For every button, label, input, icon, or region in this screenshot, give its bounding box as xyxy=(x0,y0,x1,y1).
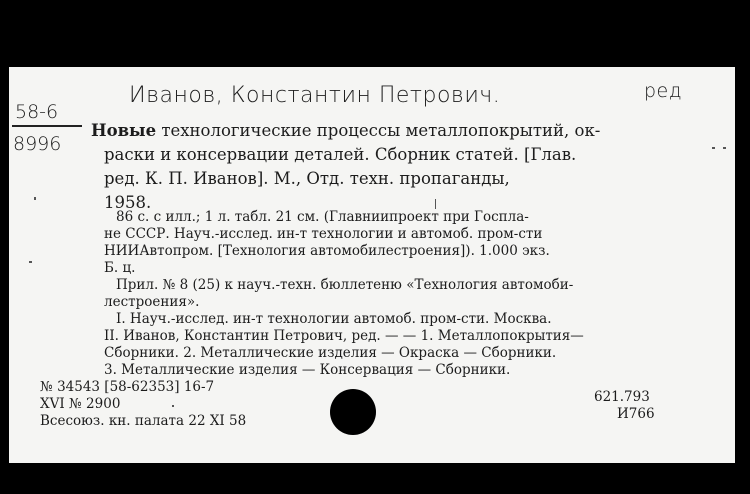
handwritten-author-heading: Иванов, Константин Петрович. xyxy=(129,83,501,108)
punch-hole xyxy=(330,389,376,435)
call-number-underline xyxy=(12,125,82,127)
speck xyxy=(172,405,174,407)
note-line-2: лестроения». xyxy=(104,294,200,310)
author-mark: И766 xyxy=(617,406,655,422)
tracing-line-2: II. Иванов, Константин Петрович, ред. — — 1. Металлопокрытия— xyxy=(104,328,584,344)
title-line-3: ред. К. П. Иванов]. М., Отд. техн. пропаганды, xyxy=(104,169,510,188)
tracing-line-4: 3. Металлические изделия — Консервация — Сборники. xyxy=(104,362,511,378)
udc-number: 621.793 xyxy=(594,389,650,405)
publisher-chamber: Всесоюз. кн. палата 22 XI 58 xyxy=(40,413,247,429)
call-number-top: 58-6 xyxy=(15,101,59,123)
catalog-card xyxy=(9,67,735,463)
speck xyxy=(435,199,436,209)
handwritten-role: ред xyxy=(644,80,683,102)
physical-description-line-1: 86 с. с илл.; 1 л. табл. 21 см. (Главниипроект при Госпла- xyxy=(116,209,529,225)
title-line-1-rest: технологические процессы металлопокрытий, ок- xyxy=(161,121,601,140)
title-first-word: Новые xyxy=(91,121,157,140)
physical-description-line-4: Б. ц. xyxy=(104,260,136,276)
physical-description-line-3: НИИАвтопром. [Технология автомобилестроения]). 1.000 экз. xyxy=(104,243,550,259)
title-line-1 xyxy=(91,123,600,140)
tracing-line-3: Сборники. 2. Металлические изделия — Окраска — Сборники. xyxy=(104,345,557,361)
series-number: XVI № 2900 xyxy=(40,396,121,412)
accession-number: № 34543 [58-62353] 16-7 xyxy=(40,379,215,395)
speck xyxy=(34,197,36,200)
tracing-line-1: I. Науч.-исслед. ин-т технологии автомоб. пром-сти. Москва. xyxy=(116,311,552,327)
title-line-4: 1958. xyxy=(104,193,152,212)
speck xyxy=(712,147,715,149)
call-number-bottom: 8996 xyxy=(13,133,62,155)
speck xyxy=(29,261,32,263)
speck xyxy=(723,147,726,149)
note-line-1: Прил. № 8 (25) к науч.-техн. бюллетеню «Технология автомоби- xyxy=(116,277,574,293)
title-line-2: раски и консервации деталей. Сборник статей. [Глав. xyxy=(104,145,577,164)
physical-description-line-2: не СССР. Науч.-исслед. ин-т технологии и автомоб. пром-сти xyxy=(104,226,543,242)
